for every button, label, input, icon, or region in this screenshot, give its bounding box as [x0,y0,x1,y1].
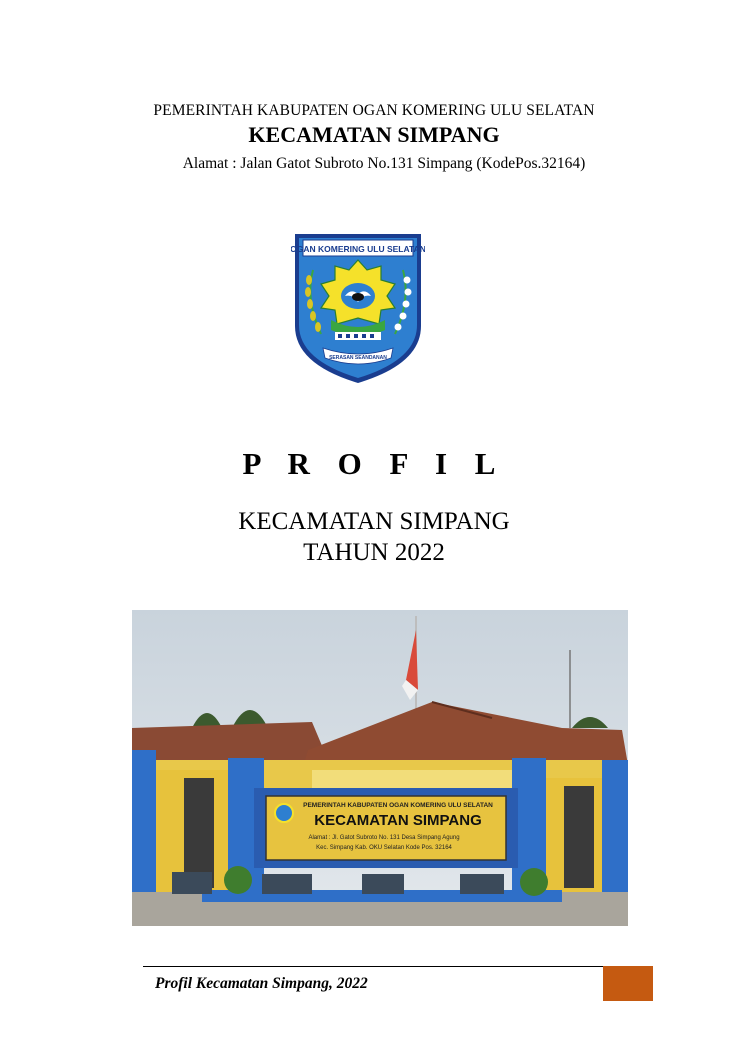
regency-emblem-logo [291,230,425,386]
sign-postcode-text: Kec. Simpang Kab. OKU Selatan Kode Pos. 32164 [316,845,452,851]
district-office-photo [132,610,628,926]
document-subtitle-district: KECAMATAN SIMPANG [238,508,510,535]
sign-address-text: Alamat : Jl. Gatot Subroto No. 131 Desa Simpang Agung [308,835,460,841]
office-address: Alamat : Jalan Gatot Subroto No.131 Simpang (KodePos.32164) [182,155,586,172]
logo-motto-text: SERASAN SEANDANAN [329,355,387,361]
government-name: PEMERINTAH KABUPATEN OGAN KOMERING ULU SELATAN [153,102,595,119]
document-title: P R O F I L [242,446,506,481]
footer-divider [143,966,603,967]
district-name: KECAMATAN SIMPANG [248,122,500,147]
sign-government-text: PEMERINTAH KABUPATEN OGAN KOMERING ULU SELATAN [303,802,493,809]
footer-text: Profil Kecamatan Simpang, 2022 [155,975,368,992]
sign-district-text: KECAMATAN SIMPANG [314,812,482,829]
footer-accent-box [603,966,653,1001]
document-subtitle-year: TAHUN 2022 [303,539,445,566]
logo-banner-text: OGAN KOMERING ULU SELATAN [291,244,425,254]
